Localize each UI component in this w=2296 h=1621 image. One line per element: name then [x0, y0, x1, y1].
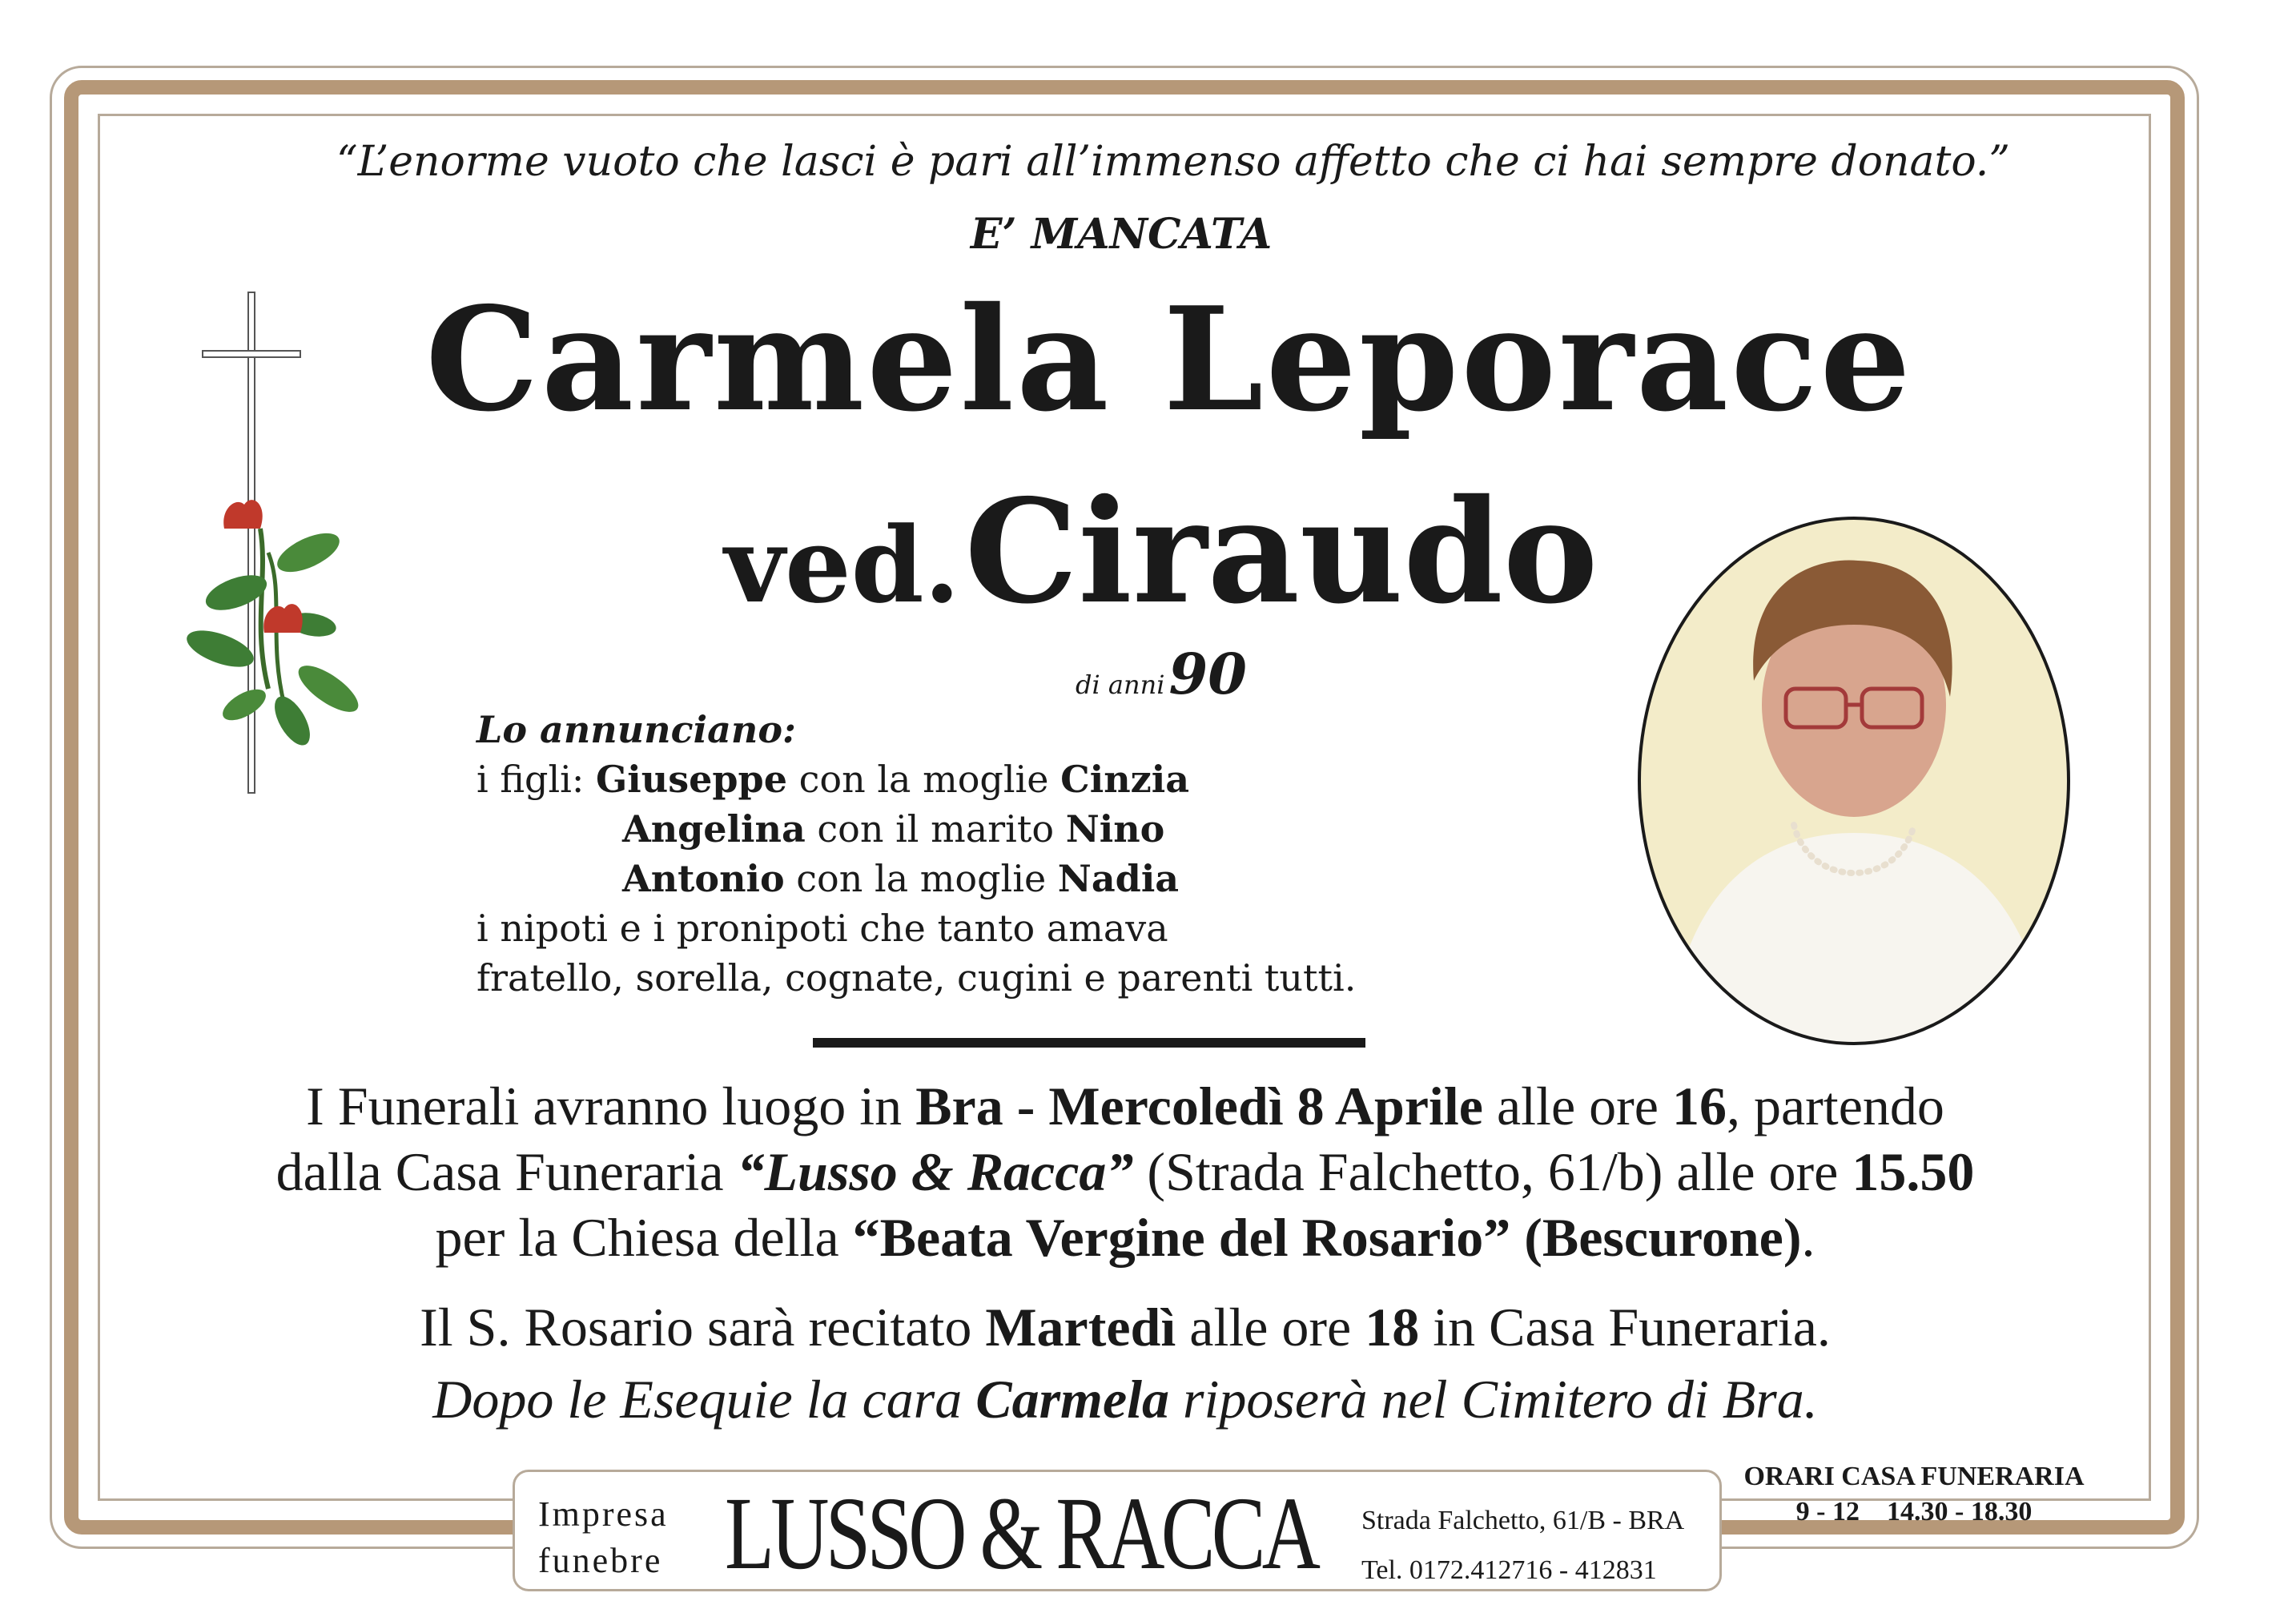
text: (Strada Falchetto, 61/b) alle ore	[1133, 1141, 1852, 1202]
child-name: Angelina	[622, 807, 806, 851]
announcers-block	[476, 705, 1356, 1003]
funeral-line-2	[120, 1139, 2130, 1205]
opening-hours	[1722, 1459, 2106, 1530]
divider-line	[813, 1038, 1365, 1048]
hours-title: ORARI CASA FUNERARIA	[1743, 1462, 2085, 1491]
funeral-home-brand: LUSSO & RACCA	[725, 1476, 1317, 1591]
rosary-time: 18	[1365, 1297, 1420, 1358]
child-name: Antonio	[622, 857, 785, 900]
text: alle ore	[1482, 1076, 1672, 1136]
child-line-3	[476, 854, 1356, 903]
rosary-line	[120, 1291, 2130, 1363]
time: 16	[1671, 1076, 1727, 1136]
rosary-day: Martedì	[985, 1297, 1176, 1358]
child-name: Giuseppe	[596, 758, 787, 801]
spouse-name: Nadia	[1057, 857, 1180, 900]
place-date: Bra - Mercoledì 8 Aprile	[915, 1076, 1483, 1136]
relation: con la moglie	[798, 758, 1049, 801]
text: Dopo le Esequie la cara	[432, 1369, 976, 1430]
phone: Tel. 0172.412716 - 412831	[1361, 1555, 1657, 1585]
burial-line	[120, 1363, 2130, 1435]
spouse-name: Nino	[1065, 807, 1165, 851]
deceased-name: Carmela Leporace	[425, 276, 1913, 443]
text: Il S. Rosario sarà recitato	[420, 1297, 986, 1358]
age	[961, 641, 1361, 707]
address: Strada Falchetto, 61/B - BRA	[1361, 1506, 1685, 1535]
impresa-text: Impresa	[538, 1494, 669, 1534]
text: dalla Casa Funeraria	[275, 1141, 738, 1202]
nipoti-line: i nipoti e i pronipoti che tanto amava	[476, 907, 1168, 950]
deceased-first-name: Carmela	[975, 1369, 1170, 1430]
impresa-funebre-label	[538, 1491, 669, 1584]
funeral-line-3	[120, 1205, 2130, 1270]
funeral-line-1	[120, 1073, 2130, 1139]
announcement-heading: E’ MANCATA	[970, 210, 1273, 259]
child-line-2	[476, 804, 1356, 854]
church-name: “Beata Vergine del Rosario” (Bescurone)	[852, 1207, 1802, 1268]
text: per la Chiesa della	[435, 1207, 853, 1268]
text: riposerà nel Cimitero di Bra.	[1169, 1369, 1818, 1430]
ved-label: ved.	[724, 504, 960, 626]
funeral-home-name: “Lusso & Racca”	[737, 1141, 1134, 1202]
text: I Funerali avranno luogo in	[306, 1076, 916, 1136]
age-prefix: di anni	[1076, 670, 1165, 700]
text: .	[1801, 1207, 1815, 1268]
surname: Ciraudo	[964, 468, 1598, 635]
relation: con il marito	[817, 807, 1055, 851]
funebre-text: funebre	[538, 1541, 663, 1580]
relation: con la moglie	[796, 857, 1047, 900]
text: alle ore	[1176, 1297, 1365, 1358]
funeral-details	[120, 1073, 2130, 1270]
age-value: 90	[1168, 641, 1247, 707]
rosary-and-burial	[120, 1291, 2130, 1435]
memorial-quote: “L’enorme vuoto che lasci è pari all’immenso affetto che ci hai sempre donato.”	[336, 138, 2010, 186]
deceased-married-name	[561, 468, 1762, 635]
parenti-line: fratello, sorella, cognate, cugini e parenti tutti.	[476, 956, 1357, 1000]
time: 15.50	[1852, 1141, 1975, 1202]
spouse-name: Cinzia	[1060, 758, 1190, 801]
text: in Casa Funeraria.	[1419, 1297, 1831, 1358]
child-line-1	[476, 754, 1356, 804]
text: , partendo	[1726, 1076, 1944, 1136]
hours-value: 9 - 12 14.30 - 18.30	[1795, 1497, 2033, 1526]
portrait-photo	[1634, 513, 2074, 1049]
funeral-home-contact	[1361, 1496, 1684, 1595]
announcers-title: Lo annunciano:	[476, 708, 797, 751]
figli-label: i figli:	[476, 758, 585, 801]
